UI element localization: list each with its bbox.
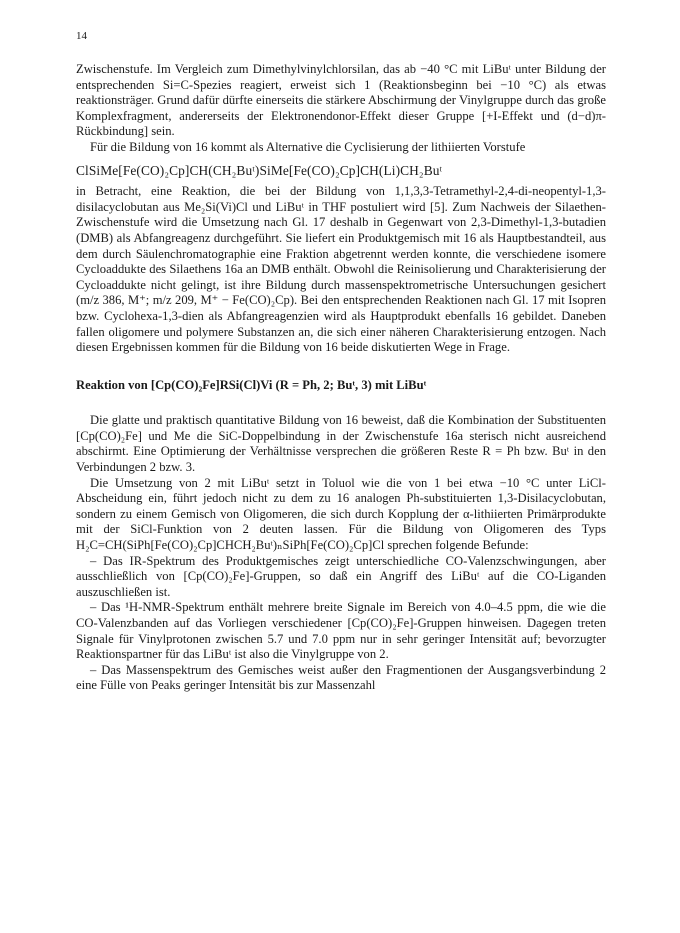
paragraph-continuation: Zwischenstufe. Im Vergleich zum Dimethylvinylchlorsilan, das ab −40 °C mit LiBuᵗ unter Bildung der entsprechenden Si=C-Spezies reagiert, erweist sich 1 (Reaktionsbeginn bei −10 °C) als etwas reaktionsträger. Grund dafür dürfte einerseits die stärkere Abschirmung der Vinylgruppe durch das große Komplexfragment, andererseits der Elektronendonor-Effekt dieser Gruppe [+I-Effekt und (d−d)π-Rückbindung] sein. xyxy=(76,62,606,139)
paragraph-reaction-of-2: Die Umsetzung von 2 mit LiBuᵗ setzt in Toluol wie die von 1 bei etwa −10 °C unter LiCl-Abscheidung ein, führt jedoch nicht zu dem zu 16 analogen Ph-substituierten 1,3-Disilacyclobutan, sondern zu einem Gemisch von Oligomeren, die sich durch Kopplung der α-lithiierten Primärprodukte mit der SiCl-Funktion von 2 deuten lassen. Für die Bildung von Oligomeren des Typs H₂C=CH(SiPh[Fe(CO)₂Cp]CHCH₂Buᵗ)ₙSiPh[Fe(CO)₂Cp]Cl sprechen folgende Befunde: xyxy=(76,475,606,553)
finding-mass-spectrum: – Das Massenspektrum des Gemisches weist außer den Fragmentionen der Ausgangsverbindung 2 eine Fülle von Peaks geringer Intensität bis zur Massenzahl xyxy=(76,662,606,693)
paragraph-alternative-cyclization: Für die Bildung von 16 kommt als Alternative die Cyclisierung der lithiierten Vorstufe xyxy=(90,139,526,154)
finding-ir-spectrum: – Das IR-Spektrum des Produktgemisches zeigt unterschiedliche CO-Valenzschwingungen, aber ausschließlich von [Cp(CO)₂Fe]-Gruppen, so daß ein Angriff des LiBuᵗ auf die CO-Liganden auszuschließen ist. xyxy=(76,553,606,599)
paragraph-trapping-experiment: in Betracht, eine Reaktion, die bei der Bildung von 1,1,3,3-Tetramethyl-2,4-di-neopentyl-1,3-disilacyclobutan aus Me₂Si(Vi)Cl und LiBuᵗ in THF postuliert wird [5]. Zum Nachweis der Silaethen-Zwischenstufe wird die Umsetzung nach Gl. 17 deshalb in Gegenwart von 2,3-Dimethyl-1,3-butadien (DMB) als Abfangreagenz durchgeführt. Sie liefert ein Produktgemisch mit 16 als Hauptbestandteil, aus dem durch Säulenchromatographie eine Fraktion abgetrennt werden konnte, die verschiedene isomere Cycloaddukte des Silaethens 16a an DMB enthält. Obwohl die Reinisolierung und Charakterisierung der Cycloaddukte nicht gelingt, ist ihre Bildung durch massenspektrometrische Untersuchungen gesichert (m/z 386, M⁺; m/z 209, M⁺ − Fe(CO)₂Cp). Bei den entsprechenden Reaktionen nach Gl. 17 mit Isopren bzw. Cyclohexa-1,3-dien als Abfangreagenzien wird als Hauptprodukt ebenfalls 16 gebildet. Daneben fallen oligomere und polymere Substanzen an, die sich einer näheren Charakterisierung entzogen. Nach diesen Ergebnissen kommen für die Bildung von 16 beide diskutierten Wege in Frage. xyxy=(76,184,606,355)
body-text xyxy=(76,62,606,694)
paragraph-substituent-combination: Die glatte und praktisch quantitative Bildung von 16 beweist, daß die Kombination der Substituenten [Cp(CO)₂Fe] und Me die SiC-Doppelbindung in der Zwischenstufe 16a sterisch nicht ausreichend abschirmt. Eine Optimierung der Verhältnisse versprechen die größeren Reste R = Ph bzw. Buᵗ in den Verbindungen 2 bzw. 3. xyxy=(76,413,606,475)
chemical-formula: ClSiMe[Fe(CO)₂Cp]CH(CH₂Buᵗ)SiMe[Fe(CO)₂Cp]CH(Li)CH₂Buᵗ xyxy=(76,162,443,178)
section-heading: Reaktion von [Cp(CO)₂Fe]RSi(Cl)Vi (R = Ph, 2; Buᵗ, 3) mit LiBuᵗ xyxy=(76,377,427,392)
finding-nmr-spectrum: – Das ¹H-NMR-Spektrum enthält mehrere breite Signale im Bereich von 4.0–4.5 ppm, die wie die CO-Valenzbanden auf das Vorliegen verschiedener [Cp(CO)₂Fe]-Gruppen hinweisen. Dagegen treten Signale für Vinylprotonen zwischen 5.7 und 7.0 ppm nur in sehr geringer Intensität auf; bevorzugter Reaktionspartner für das LiBuᵗ ist also die Vinylgruppe von 2. xyxy=(76,600,606,662)
page-number: 14 xyxy=(76,30,87,42)
